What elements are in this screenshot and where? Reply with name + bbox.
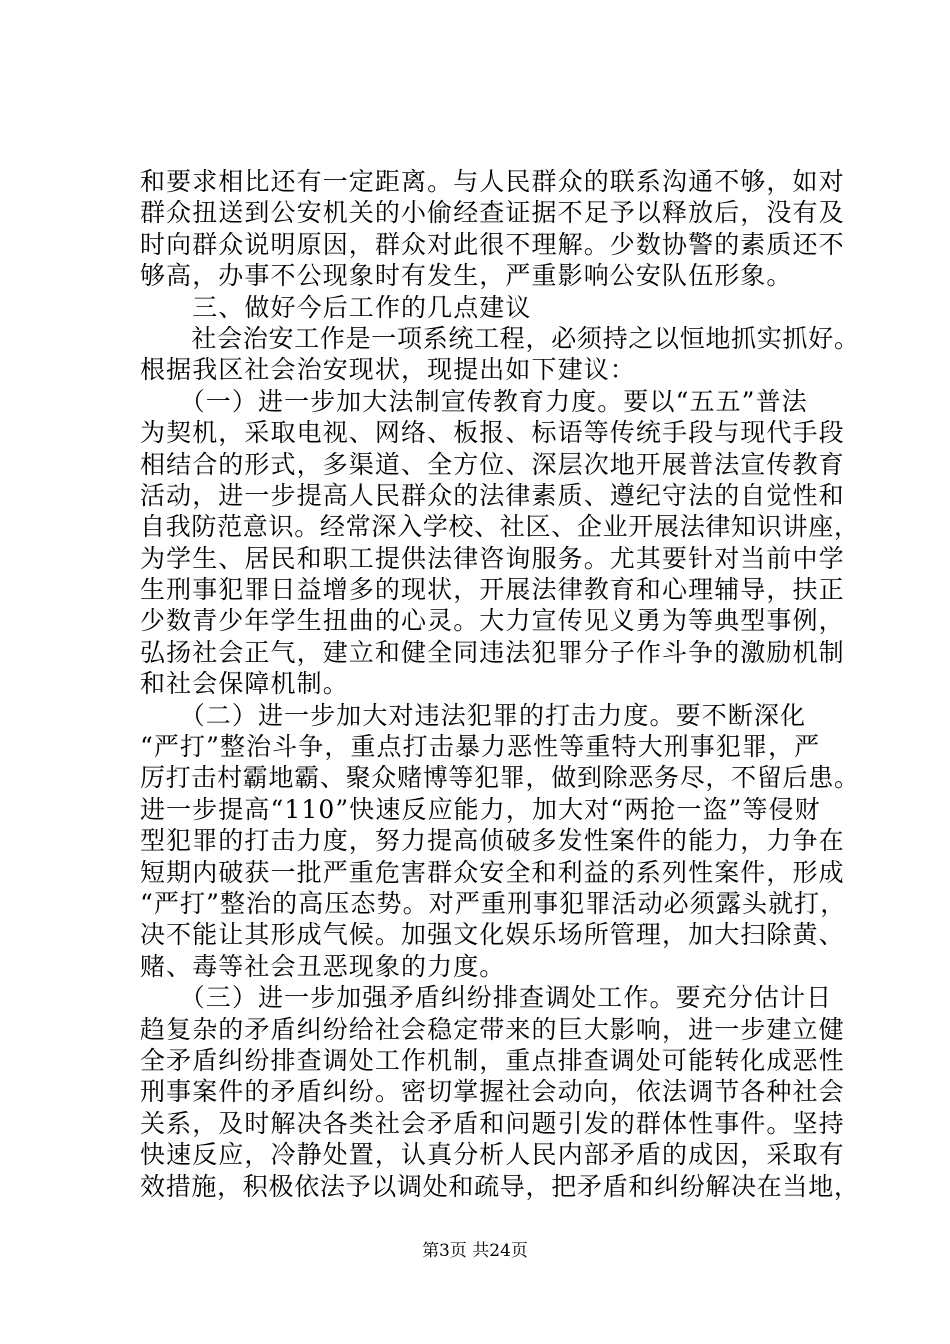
text-line: 短期内破获一批严重危害群众安全和利益的系列性案件，形成 — [140, 857, 845, 887]
text-line: “严打”整治的高压态势。对严重刑事犯罪活动必须露头就打， — [140, 888, 847, 918]
text-line: 弘扬社会正气，建立和健全同违法犯罪分子作斗争的激励机制 — [140, 637, 845, 667]
text-line: 根据我区社会治安现状，现提出如下建议： — [140, 355, 636, 385]
text-line: 进一步提高“110”快速反应能力，加大对“两抢一盗”等侵财 — [140, 794, 821, 824]
text-line: 效措施，积极依法予以调处和疏导，把矛盾和纠纷解决在当地， — [140, 1171, 860, 1201]
text-line: 少数青少年学生扭曲的心灵。大力宣传见义勇为等典型事例， — [140, 606, 845, 636]
text-line: 全矛盾纠纷排查调处工作机制，重点排查调处可能转化成恶性 — [140, 1045, 845, 1075]
text-line: “严打”整治斗争，重点打击暴力恶性等重特大刑事犯罪，严 — [140, 732, 821, 762]
text-line: 活动，进一步提高人民群众的法律素质、遵纪守法的自觉性和 — [140, 480, 845, 510]
text-line: （三）进一步加强矛盾纠纷排查调处工作。要充分估计日 — [140, 983, 833, 1013]
text-line: （二）进一步加大对违法犯罪的打击力度。要不断深化 — [140, 700, 807, 730]
text-line: 赌、毒等社会丑恶现象的力度。 — [140, 951, 506, 981]
text-line: 和社会保障机制。 — [140, 669, 349, 699]
text-line: 厉打击村霸地霸、聚众赌博等犯罪，做到除恶务尽，不留后患。 — [140, 763, 860, 793]
text-line: 型犯罪的打击力度，努力提高侦破多发性案件的能力，力争在 — [140, 826, 845, 856]
text-line: 为学生、居民和职工提供法律咨询服务。尤其要针对当前中学 — [140, 543, 845, 573]
text-line: 快速反应，冷静处置，认真分析人民内部矛盾的成因，采取有 — [140, 1140, 845, 1170]
text-line: 自我防范意识。经常深入学校、社区、企业开展法律知识讲座， — [140, 512, 860, 542]
page-footer: 第3页 共24页 — [422, 1241, 528, 1261]
text-line: 决不能让其形成气候。加强文化娱乐场所管理，加大扫除黄、 — [140, 920, 845, 950]
text-line: 三、做好今后工作的几点建议 — [140, 292, 532, 322]
text-line: 为契机，采取电视、网络、板报、标语等传统手段与现代手段 — [140, 418, 845, 448]
text-line: 时向群众说明原因，群众对此很不理解。少数协警的素质还不 — [140, 229, 845, 259]
text-line: （一）进一步加大法制宣传教育力度。要以“五五”普法 — [140, 386, 808, 416]
text-line: 够高，办事不公现象时有发生，严重影响公安队伍形象。 — [140, 261, 793, 291]
text-line: 和要求相比还有一定距离。与人民群众的联系沟通不够，如对 — [140, 167, 845, 196]
text-line: 趋复杂的矛盾纠纷给社会稳定带来的巨大影响，进一步建立健 — [140, 1014, 845, 1044]
text-line: 相结合的形式，多渠道、全方位、深层次地开展普法宣传教育 — [140, 449, 845, 479]
text-line: 刑事案件的矛盾纠纷。密切掌握社会动向，依法调节各种社会 — [140, 1077, 845, 1107]
text-line: 群众扭送到公安机关的小偷经查证据不足予以释放后，没有及 — [140, 198, 845, 228]
text-line: 关系，及时解决各类社会矛盾和问题引发的群体性事件。坚持 — [140, 1108, 845, 1138]
document-body — [140, 166, 860, 1202]
text-line: 生刑事犯罪日益增多的现状，开展法律教育和心理辅导，扶正 — [140, 575, 845, 605]
text-line: 社会治安工作是一项系统工程，必须持之以恒地抓实抓好。 — [140, 323, 860, 353]
